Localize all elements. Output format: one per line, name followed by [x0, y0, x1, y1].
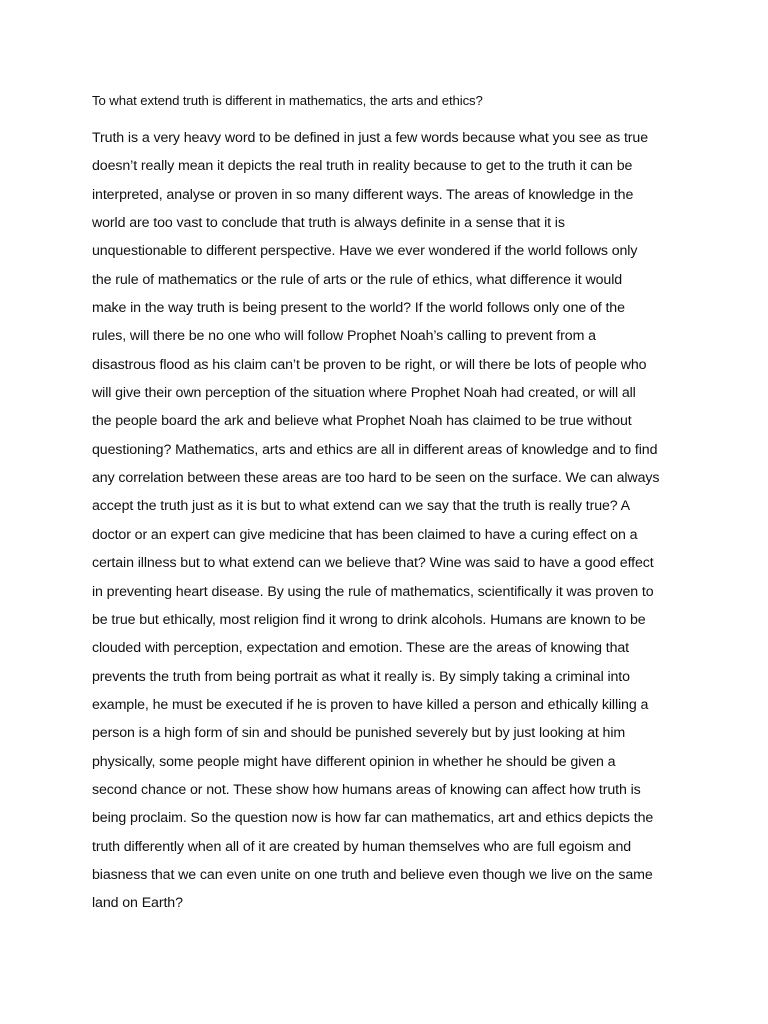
- essay-line: will give their own perception of the situation where Prophet Noah had created, or will all: [92, 385, 636, 402]
- essay-line: example, he must be executed if he is proven to have killed a person and ethically killing a: [92, 696, 649, 713]
- essay-line: second chance or not. These show how humans areas of knowing can affect how truth is: [92, 781, 641, 798]
- essay-line: certain illness but to what extend can we believe that? Wine was said to have a good effect: [92, 555, 654, 572]
- essay-line: doesn’t really mean it depicts the real truth in reality because to get to the truth it can be: [92, 158, 633, 175]
- essay-line: disastrous flood as his claim can’t be proven to be right, or will there be lots of people who: [92, 356, 647, 373]
- essay-line: being proclaim. So the question now is how far can mathematics, art and ethics depicts the: [92, 810, 654, 827]
- essay-line: prevents the truth from being portrait as what it really is. By simply taking a criminal into: [92, 668, 630, 685]
- essay-line: accept the truth just as it is but to what extend can we say that the truth is really true? A: [92, 498, 630, 515]
- essay-line: be true but ethically, most religion find it wrong to drink alcohols. Humans are known to be: [92, 611, 646, 628]
- essay-line: person is a high form of sin and should be punished severely but by just looking at him: [92, 725, 626, 742]
- essay-line: interpreted, analyse or proven in so many different ways. The areas of knowledge in the: [92, 186, 634, 203]
- essay-body: [92, 124, 692, 918]
- essay-line: Truth is a very heavy word to be defined in just a few words because what you see as true: [92, 130, 649, 146]
- essay-line: clouded with perception, expectation and emotion. These are the areas of knowing that: [92, 640, 630, 657]
- essay-line: in preventing heart disease. By using the rule of mathematics, scientifically it was proven to: [92, 583, 654, 600]
- essay-line: rules, will there be no one who will follow Prophet Noah’s calling to prevent from a: [92, 328, 596, 345]
- essay-title: To what extend truth is different in mathematics, the arts and ethics?: [92, 93, 483, 108]
- essay-line: any correlation between these areas are too hard to be seen on the surface. We can always: [92, 470, 660, 487]
- essay-line: questioning? Mathematics, arts and ethics are all in different areas of knowledge and to find: [92, 441, 658, 458]
- essay-line: doctor or an expert can give medicine that has been claimed to have a curing effect on a: [92, 526, 638, 543]
- essay-line: truth differently when all of it are created by human themselves who are full egoism and: [92, 838, 632, 855]
- essay-line: world are too vast to conclude that truth is always definite in a sense that it is: [92, 215, 565, 232]
- essay-line: make in the way truth is being present to the world? If the world follows only one of the: [92, 300, 625, 317]
- essay-line: physically, some people might have different opinion in whether he should be given a: [92, 753, 616, 770]
- essay-line: the rule of mathematics or the rule of arts or the rule of ethics, what difference it would: [92, 271, 623, 288]
- essay-line: the people board the ark and believe what Prophet Noah has claimed to be true without: [92, 413, 632, 430]
- essay-line: land on Earth?: [92, 895, 183, 912]
- essay-line: unquestionable to different perspective. Have we ever wondered if the world follows only: [92, 243, 638, 260]
- essay-line: biasness that we can even unite on one truth and believe even though we live on the same: [92, 866, 653, 883]
